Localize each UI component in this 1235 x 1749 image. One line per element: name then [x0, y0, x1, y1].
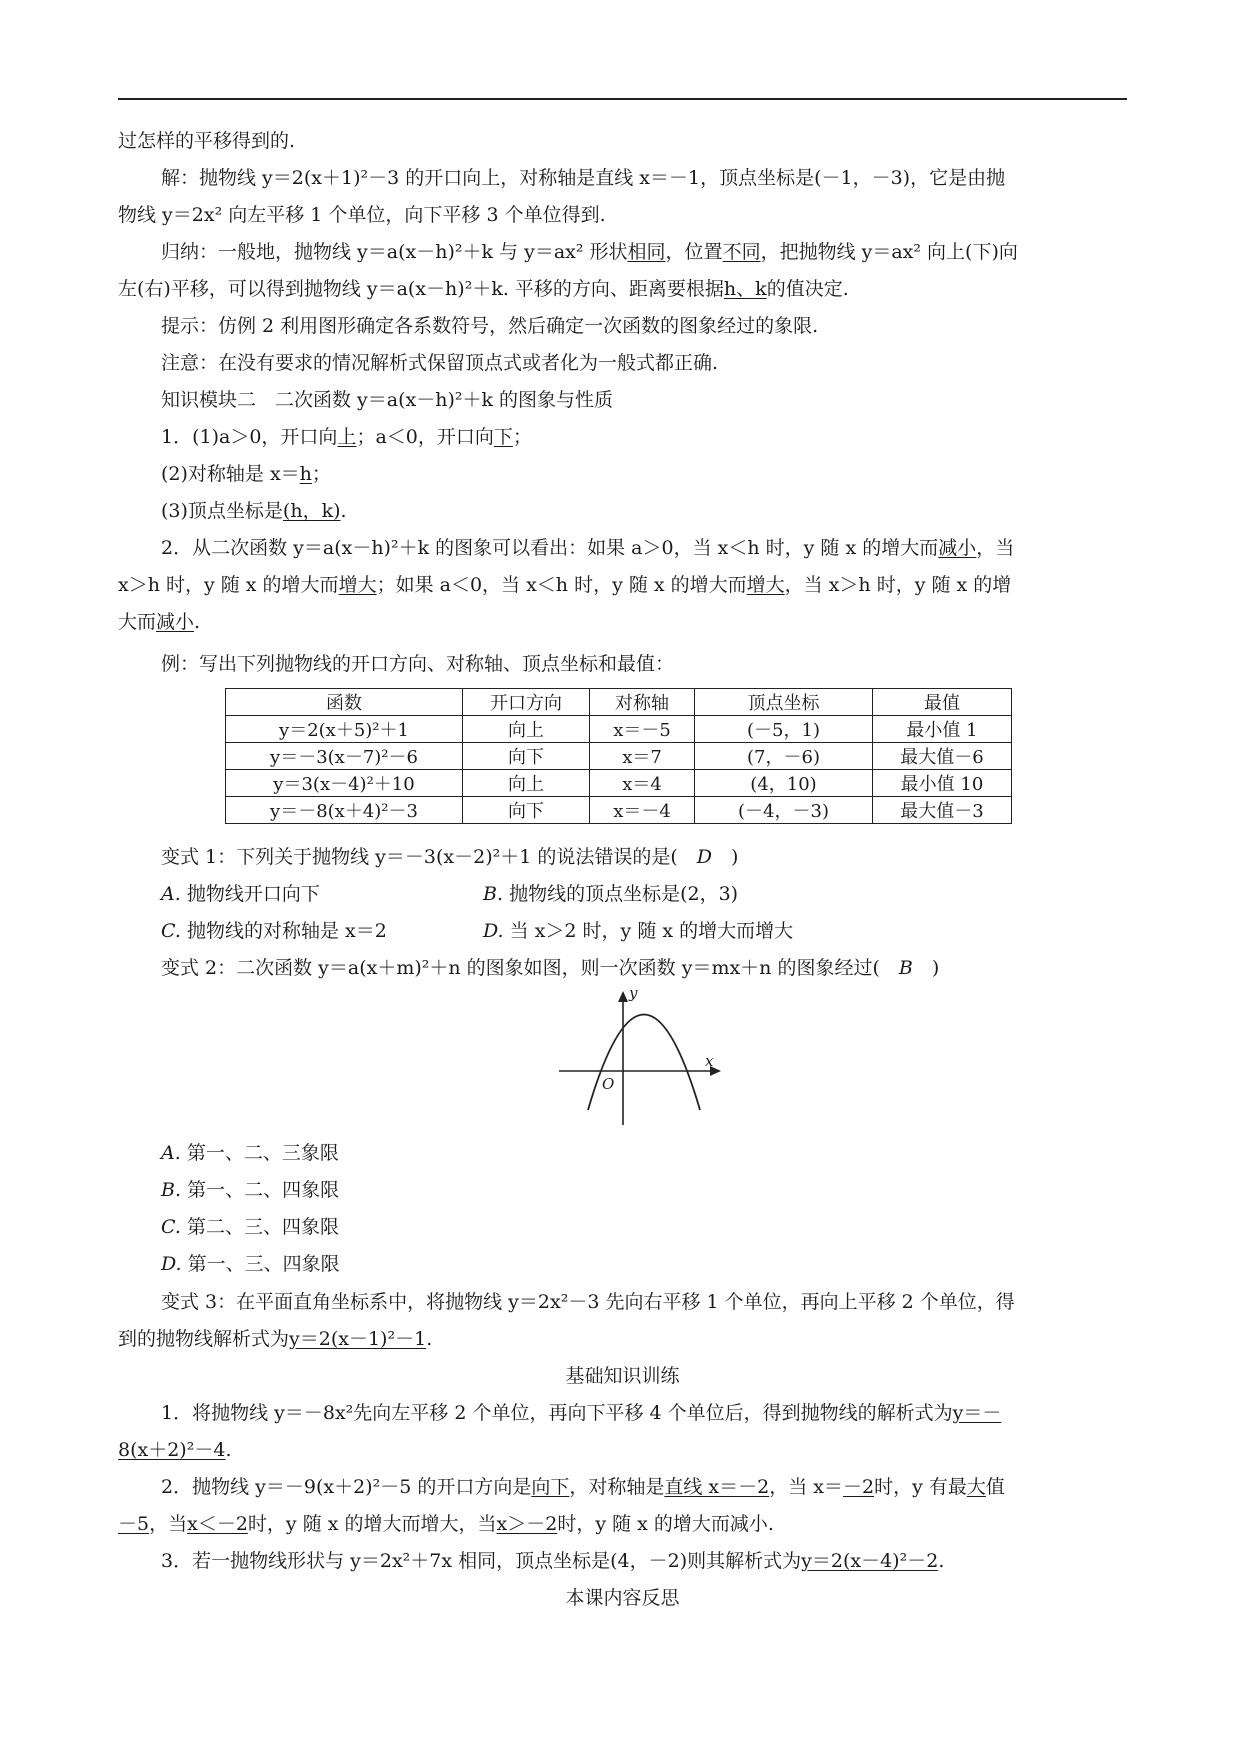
answer-choice: B [898, 957, 913, 979]
blank-answer: 下 [493, 426, 513, 448]
table-cell: y＝－8(x＋4)²－3 [226, 797, 463, 824]
blank-answer: 减小 [938, 537, 977, 559]
training-q1-line-1: 1．将抛物线 y＝－8x²先向左平移 2 个单位，再向下平移 4 个单位后，得到抛物线的解析式为y＝－ [161, 1402, 1002, 1424]
item-2-line-3: 大而减小. [118, 611, 201, 633]
table-cell: x＝－5 [590, 716, 695, 743]
variant1-option-b: B. 抛物线的顶点坐标是(2，3) [483, 883, 739, 905]
item-1-3: (3)顶点坐标是(h，k). [161, 500, 347, 522]
variant3-line-2: 到的抛物线解析式为y＝2(x－1)²－1. [118, 1328, 433, 1350]
table-cell: 最小值 1 [873, 716, 1012, 743]
table-cell: 向下 [463, 743, 590, 770]
variant1-stem: 变式 1：下列关于抛物线 y＝－3(x－2)²＋1 的说法错误的是( D ) [161, 846, 739, 868]
note-line: 注意：在没有要求的情况解析式保留顶点式或者化为一般式都正确. [161, 352, 719, 374]
item-2-line-2: x＞h 时，y 随 x 的增大而增大；如果 a＜0，当 x＜h 时，y 随 x 的增大而增大，当 x＞h 时，y 随 x 的增 [118, 574, 1012, 596]
training-q2-line-1: 2．抛物线 y＝－9(x＋2)²－5 的开口方向是向下，对称轴是直线 x＝－2，当 x＝－2时，y 有最大值 [161, 1476, 1005, 1498]
blank-answer: x＜－2 [187, 1513, 248, 1535]
table-cell: 最大值－3 [873, 797, 1012, 824]
blank-answer: h、k [723, 278, 767, 300]
blank-answer: 直线 x＝－2 [664, 1476, 770, 1498]
reflection-title: 本课内容反思 [565, 1587, 680, 1609]
table-cell: 向下 [463, 797, 590, 824]
training-q1-line-2: 8(x＋2)²－4. [118, 1439, 232, 1461]
tip-line: 提示：仿例 2 利用图形确定各系数符号，然后确定一次函数的图象经过的象限. [161, 315, 819, 337]
table-row [226, 797, 1012, 824]
table-cell: x＝－4 [590, 797, 695, 824]
blank-answer: y＝－ [952, 1402, 1002, 1424]
variant2-option-b: B. 第一、二、四象限 [161, 1179, 340, 1201]
training-title: 基础知识训练 [565, 1365, 680, 1387]
table-row [226, 770, 1012, 797]
table-cell: 向上 [463, 716, 590, 743]
blank-answer: (h，k) [282, 500, 341, 522]
example-prompt: 例：写出下列抛物线的开口方向、对称轴、顶点坐标和最值： [161, 653, 675, 675]
item-1-2: (2)对称轴是 x＝h； [161, 463, 331, 485]
variant1-option-c: C. 抛物线的对称轴是 x＝2 [161, 920, 387, 942]
parabola-graph [555, 985, 730, 1135]
blank-answer: 增大 [746, 574, 785, 596]
variant2-option-c: C. 第二、三、四象限 [161, 1216, 339, 1238]
table-header: 顶点坐标 [695, 689, 873, 716]
variant2-stem: 变式 2：二次函数 y＝a(x＋m)²＋n 的图象如图，则一次函数 y＝mx＋n 的图象经过( B ) [161, 957, 940, 979]
solution-line-2: 物线 y＝2x² 向左平移 1 个单位，向下平移 3 个单位得到. [118, 204, 606, 226]
y-axis-arrow [618, 991, 628, 1002]
blank-answer: 增大 [338, 574, 377, 596]
parabola-curve [588, 1015, 700, 1111]
blank-answer: y＝2(x－4)²－2 [801, 1550, 939, 1572]
table-row [226, 743, 1012, 770]
table-cell: (－5，1) [695, 716, 873, 743]
table-cell: 最小值 10 [873, 770, 1012, 797]
blank-answer: 上 [337, 426, 357, 448]
blank-answer: 不同 [722, 241, 761, 263]
table-cell: y＝3(x－4)²＋10 [226, 770, 463, 797]
blank-answer: －5 [118, 1513, 150, 1535]
variant1-option-a: A. 抛物线开口向下 [161, 883, 320, 905]
training-q2-line-2: －5，当x＜－2时，y 随 x 的增大而增大，当x＞－2时，y 随 x 的增大而减小. [118, 1513, 774, 1535]
table-cell: y＝－3(x－7)²－6 [226, 743, 463, 770]
blank-answer: h [299, 463, 312, 485]
summary-line-1: 归纳：一般地，抛物线 y＝a(x－h)²＋k 与 y＝ax² 形状相同，位置不同，把抛物线 y＝ax² 向上(下)向 [161, 241, 1018, 263]
table-cell: (7，－6) [695, 743, 873, 770]
x-axis-label: x [705, 1052, 714, 1070]
intro-line-0: 过怎样的平移得到的. [118, 130, 296, 152]
table-cell: (－4，－3) [695, 797, 873, 824]
summary-line-2: 左(右)平移，可以得到抛物线 y＝a(x－h)²＋k. 平移的方向、距离要根据h、k的值决定. [118, 278, 849, 300]
blank-answer: 减小 [156, 611, 195, 633]
blank-answer: 8(x＋2)²－4 [118, 1439, 226, 1461]
table-cell: (4，10) [695, 770, 873, 797]
origin-label: O [602, 1075, 615, 1093]
blank-answer: y＝2(x－1)²－1 [289, 1328, 427, 1350]
table-cell: x＝4 [590, 770, 695, 797]
table-cell: y＝2(x＋5)²＋1 [226, 716, 463, 743]
table-row [226, 716, 1012, 743]
variant2-option-a: A. 第一、二、三象限 [161, 1142, 339, 1164]
training-q3: 3．若一抛物线形状与 y＝2x²＋7x 相同，顶点坐标是(4，－2)则其解析式为y＝2(x－4)²－2. [161, 1550, 945, 1572]
variant2-option-d: D. 第一、三、四象限 [161, 1253, 340, 1275]
module-title: 知识模块二 二次函数 y＝a(x－h)²＋k 的图象与性质 [161, 389, 614, 411]
variant3-line-1: 变式 3：在平面直角坐标系中，将抛物线 y＝2x²－3 先向右平移 1 个单位，再向上平移 2 个单位，得 [161, 1291, 1015, 1313]
blank-answer: 向下 [531, 1476, 570, 1498]
y-axis-label: y [629, 985, 638, 1002]
table-header: 开口方向 [463, 689, 590, 716]
table-cell: x＝7 [590, 743, 695, 770]
blank-answer: 相同 [627, 241, 666, 263]
table-header: 最值 [873, 689, 1012, 716]
blank-answer: －2 [842, 1476, 875, 1498]
table-cell: 向上 [463, 770, 590, 797]
answer-choice: D [696, 846, 713, 868]
table-header: 函数 [226, 689, 463, 716]
solution-line-1: 解：抛物线 y＝2(x＋1)²－3 的开口向上，对称轴是直线 x＝－1，顶点坐标是(－1，－3)，它是由抛 [161, 167, 1006, 189]
blank-answer: x＞－2 [496, 1513, 558, 1535]
variant1-option-d: D. 当 x＞2 时，y 随 x 的增大而增大 [483, 920, 794, 942]
header-rule [118, 98, 1127, 100]
table-header: 对称轴 [590, 689, 695, 716]
table-header-row [226, 689, 1012, 716]
blank-answer: 大 [966, 1476, 986, 1498]
example-table [225, 688, 1012, 824]
table-cell: 最大值－6 [873, 743, 1012, 770]
item-2-line-1: 2．从二次函数 y＝a(x－h)²＋k 的图象可以看出：如果 a＞0，当 x＜h 时，y 随 x 的增大而减小，当 [161, 537, 1015, 559]
item-1-1: 1．(1)a＞0，开口向上；a＜0，开口向下； [161, 426, 532, 448]
